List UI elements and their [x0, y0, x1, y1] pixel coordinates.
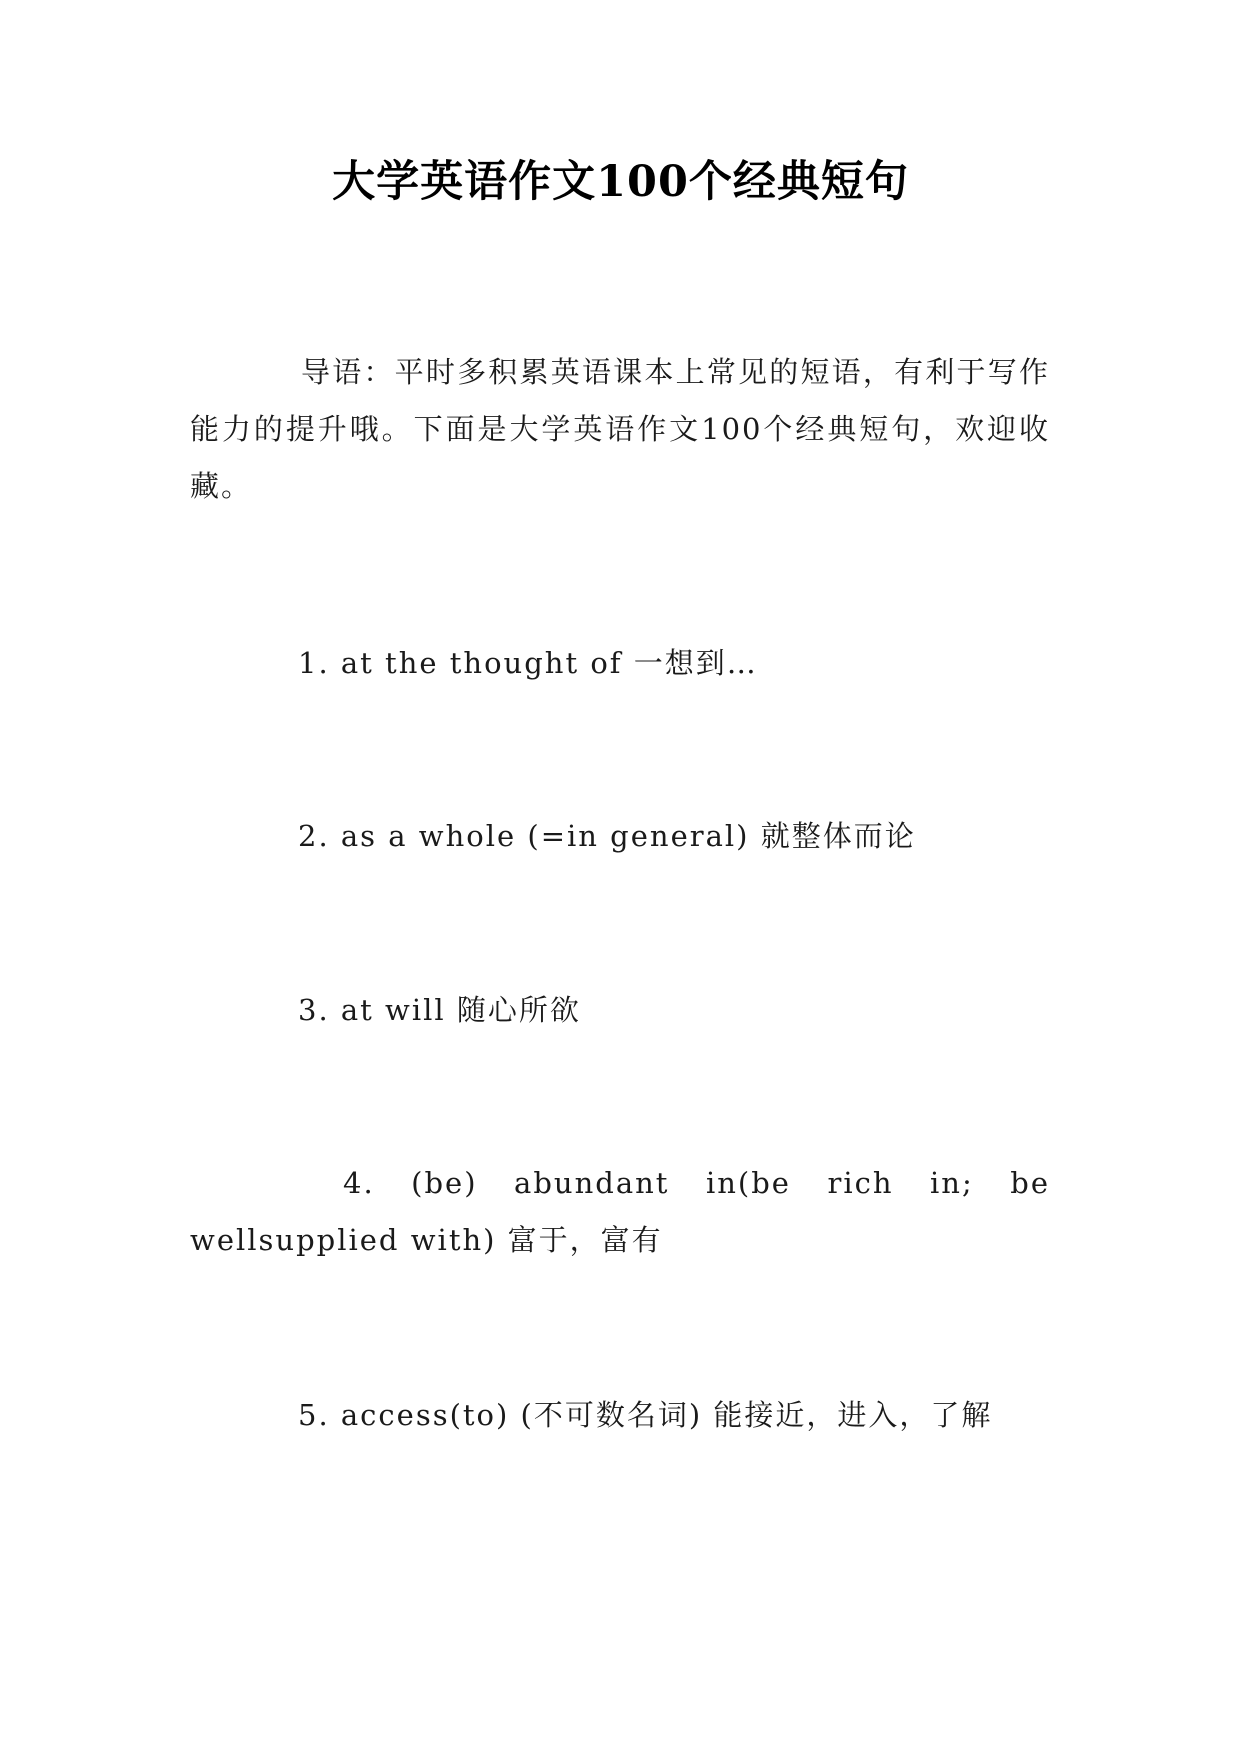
phrase-item-2: 2. as a whole (=in general) 就整体而论 — [298, 819, 916, 853]
phrase-item-4 — [190, 1155, 1050, 1269]
document-title: 大学英语作文100个经典短句 — [332, 157, 909, 207]
phrase-item-4-line-1: 4. (be) abundant in(be rich in; be — [343, 1166, 1050, 1200]
phrase-item-1: 1. at the thought of 一想到… — [298, 646, 758, 680]
phrase-item-5: 5. access(to) (不可数名词) 能接近，进入，了解 — [298, 1398, 993, 1432]
intro-paragraph: 导语：平时多积累英语课本上常见的短语，有利于写作能力的提升哦。下面是大学英语作文100个经典短句，欢迎收藏。 — [190, 355, 1050, 503]
phrase-item-4-line-2: wellsupplied with) 富于，富有 — [190, 1223, 663, 1257]
phrase-item-3: 3. at will 随心所欲 — [298, 993, 581, 1027]
